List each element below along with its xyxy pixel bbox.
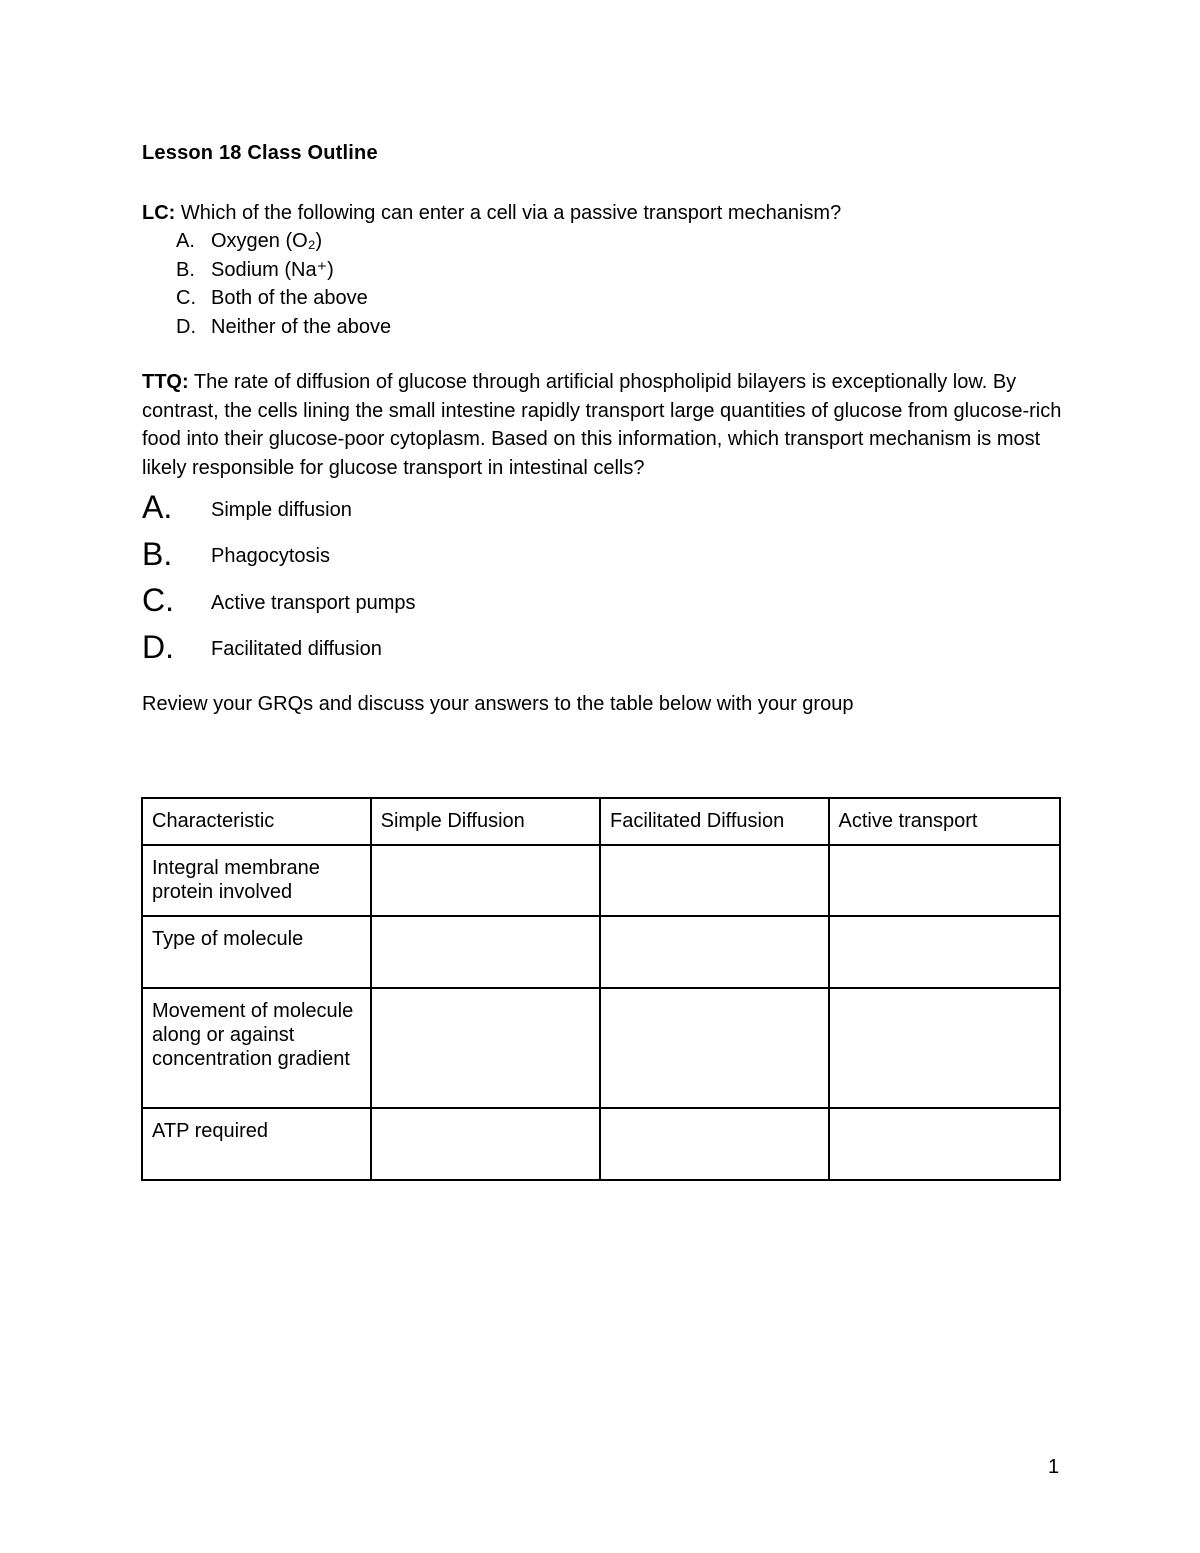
ttq-option-a (142, 484, 416, 531)
lc-question-text: Which of the following can enter a cell via a passive transport mechanism? (175, 202, 842, 224)
table-header-cell: Facilitated Diffusion (600, 798, 828, 845)
ttq-option-letter: A. (142, 489, 173, 526)
ttq-option-letter: D. (142, 628, 174, 665)
ttq-option-text: Phagocytosis (211, 545, 330, 568)
table-header-cell: Characteristic (142, 798, 371, 845)
lc-option-letter: D. (176, 315, 196, 338)
ttq-option-letter: B. (142, 535, 173, 572)
page-title: Lesson 18 Class Outline (142, 142, 378, 164)
ttq-question (142, 368, 1072, 482)
ttq-question-text: The rate of diffusion of glucose through artificial phospholipid bilayers is exceptionally low. By contrast, the cells lining the small intestine rapidly transport large quantities of glucose from glucose-rich food into their glucose-poor cytoplasm. Based on this information, which transport mechanism is most likely responsible for glucose transport in intestinal cells? (142, 371, 1062, 479)
table-cell[interactable] (829, 1108, 1060, 1180)
table-cell[interactable] (829, 916, 1060, 988)
table-cell[interactable] (371, 845, 600, 916)
table-header-cell: Simple Diffusion (371, 798, 600, 845)
lc-option-b (176, 256, 391, 285)
lc-option-letter: C. (176, 287, 196, 309)
table-cell[interactable] (600, 845, 828, 916)
lc-option-a (176, 227, 391, 256)
table-row-label: Type of molecule (142, 916, 371, 988)
lc-label: LC: (142, 202, 176, 224)
ttq-option-letter: C. (142, 582, 174, 619)
table-row (142, 845, 1060, 916)
ttq-option-text: Simple diffusion (211, 498, 352, 521)
table-header-cell: Active transport (829, 798, 1060, 845)
table-row (142, 916, 1060, 988)
lc-options-list (176, 227, 391, 341)
page-number: 1 (1048, 1456, 1060, 1478)
table-header-row (142, 798, 1060, 845)
ttq-option-d (142, 624, 416, 671)
ttq-option-c (142, 577, 416, 624)
lc-option-text: Oxygen (O₂) (211, 230, 323, 252)
ttq-option-b (142, 531, 416, 578)
lc-option-text: Both of the above (211, 287, 368, 309)
table-row (142, 1108, 1060, 1180)
ttq-label: TTQ: (142, 371, 189, 393)
table-cell[interactable] (600, 1108, 828, 1180)
ttq-option-text: Active transport pumps (211, 591, 416, 614)
lc-option-letter: A. (176, 230, 195, 252)
lc-option-letter: B. (176, 258, 195, 281)
table-row (142, 988, 1060, 1108)
lc-question (142, 199, 1082, 228)
lc-option-d (176, 313, 391, 342)
table-cell[interactable] (371, 1108, 600, 1180)
lc-option-c (176, 284, 391, 313)
table-cell[interactable] (371, 916, 600, 988)
lc-option-text: Neither of the above (211, 315, 392, 338)
table-row-label: ATP required (142, 1108, 371, 1180)
table-cell[interactable] (600, 916, 828, 988)
review-instruction: Review your GRQs and discuss your answers to the table below with your group (142, 693, 854, 715)
ttq-option-text: Facilitated diffusion (211, 638, 382, 661)
table-cell[interactable] (829, 845, 1060, 916)
lc-option-text: Sodium (Na⁺) (211, 258, 334, 281)
table-cell[interactable] (600, 988, 828, 1108)
table-cell[interactable] (829, 988, 1060, 1108)
comparison-table (141, 797, 1061, 1181)
table-cell[interactable] (371, 988, 600, 1108)
ttq-options-list (142, 484, 416, 670)
table-row-label: Movement of molecule along or against concentration gradient (142, 988, 371, 1108)
table-row-label: Integral membrane protein involved (142, 845, 371, 916)
